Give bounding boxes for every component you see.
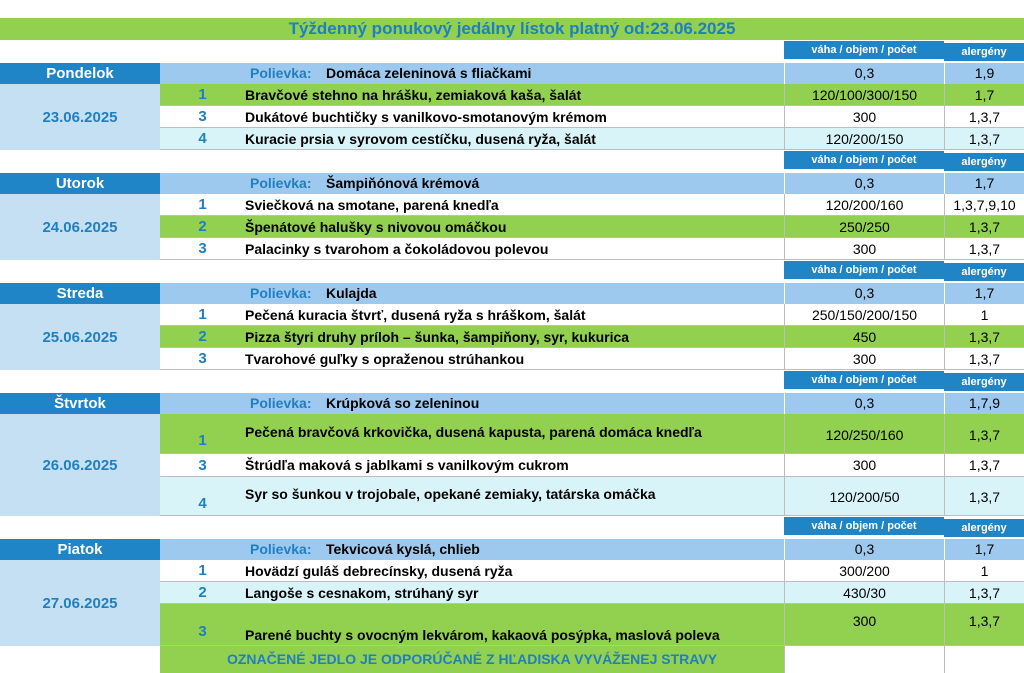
dish-number-value: 1: [198, 562, 207, 579]
date-cell: [0, 194, 160, 260]
dish-allergens: [944, 128, 1024, 150]
dish-weight: [784, 84, 944, 106]
footer-text: OZNAČENÉ JEDLO JE ODPORÚČANÉ Z HĽADISKA VYVÁŽENEJ STRAVY: [226, 651, 718, 667]
dish-name-text: Tvarohové guľky s opraženou strúhankou: [245, 351, 525, 367]
allergens-column-header: [944, 373, 1024, 391]
dish-name-text: Langoše s cesnakom, strúhaný syr: [245, 585, 479, 601]
date-cell: [0, 304, 160, 370]
dish-weight-value: 300: [852, 351, 877, 367]
soup-allergens-value: 1,9: [974, 65, 995, 81]
dish-name: [245, 106, 784, 128]
dish-allergens-value: 1: [980, 563, 989, 579]
dish-number: [160, 238, 245, 260]
dish-number-value: 3: [198, 623, 207, 640]
dish-weight: [784, 604, 944, 646]
dish-weight-value: 120/200/160: [825, 197, 904, 213]
dish-allergens-value: 1,3,7: [968, 131, 1001, 147]
soup-row: [160, 63, 784, 84]
dish-number-value: 2: [198, 584, 207, 601]
day-date: 24.06.2025: [42, 218, 118, 236]
dish-name-text: Pizza štyri druhy príloh – šunka, šampiňony, syr, kukurica: [245, 329, 630, 345]
dish-weight: [784, 414, 944, 454]
dish-name: [245, 326, 784, 348]
dish-number: [160, 582, 245, 604]
dish-allergens: [944, 216, 1024, 238]
soup-weight-value: 0,3: [854, 541, 875, 557]
dish-name: [245, 348, 784, 370]
day-name-cell: [0, 539, 160, 560]
allergens-header-label: alergény: [961, 522, 1007, 534]
dish-name-text: Pečená bravčová krkovička, dusená kapusta, parená domáca knedľa: [245, 424, 702, 440]
soup-row: [160, 393, 784, 414]
allergens-column-header: [944, 519, 1024, 537]
soup-allergens-value: 1,7,9: [968, 395, 1001, 411]
soup-label: Polievka:: [250, 175, 312, 191]
weight-column-header: [784, 517, 944, 535]
dish-name: [245, 84, 784, 106]
dish-weight: [784, 582, 944, 604]
soup-weight-value: 0,3: [854, 65, 875, 81]
soup-label: Polievka:: [250, 541, 312, 557]
soup-weight-value: 0,3: [854, 285, 875, 301]
dish-name-text: Dukátové buchtičky s vanilkovo-smotanovým krémom: [245, 109, 607, 125]
dish-allergens: [944, 477, 1024, 516]
soup-name: Tekvicová kyslá, chlieb: [326, 541, 480, 557]
allergens-header-label: alergény: [961, 46, 1007, 58]
dish-allergens: [944, 560, 1024, 582]
dish-allergens-value: 1,3,7: [968, 351, 1001, 367]
dish-allergens-value: 1,3,7: [968, 219, 1001, 235]
dish-allergens: [944, 414, 1024, 454]
dish-allergens-value: 1,3,7: [968, 489, 1001, 505]
weight-column-header: [784, 261, 944, 279]
day-date: 25.06.2025: [42, 328, 118, 346]
soup-allergens: [944, 173, 1024, 194]
dish-number: [160, 194, 245, 216]
dish-weight: [784, 304, 944, 326]
dish-weight: [784, 454, 944, 477]
soup-label: Polievka:: [250, 285, 312, 301]
dish-allergens: [944, 348, 1024, 370]
dish-allergens-value: 1,3,7,9,10: [953, 197, 1016, 213]
dish-number-value: 1: [198, 432, 207, 449]
dish-weight: [784, 194, 944, 216]
day-name: Streda: [56, 285, 104, 302]
dish-name: [245, 194, 784, 216]
date-cell: [0, 414, 160, 516]
day-name: Štvrtok: [54, 395, 106, 412]
dish-weight-value: 120/200/150: [825, 131, 904, 147]
dish-name: [245, 454, 784, 477]
dish-weight: [784, 326, 944, 348]
soup-name: Kulajda: [326, 285, 377, 301]
date-cell: [0, 84, 160, 150]
dish-weight: [784, 477, 944, 516]
weight-column-header: [784, 41, 944, 59]
weight-header-label: váha / objem / počet: [811, 520, 917, 532]
dish-number: [160, 304, 245, 326]
dish-allergens-value: 1,7: [974, 87, 995, 103]
dish-number: [160, 84, 245, 106]
dish-number: [160, 454, 245, 477]
soup-weight: [784, 283, 944, 304]
dish-name: [245, 304, 784, 326]
dish-weight: [784, 348, 944, 370]
recommendation-footer: [160, 646, 784, 673]
dish-allergens: [944, 326, 1024, 348]
dish-name-text: Hovädzí guláš debrecínsky, dusená ryža: [245, 563, 513, 579]
dish-name-text: Bravčové stehno na hrášku, zemiaková kaša, šalát: [245, 87, 582, 103]
weight-column-header: [784, 371, 944, 389]
dish-name: [245, 560, 784, 582]
dish-allergens: [944, 106, 1024, 128]
allergens-header-label: alergény: [961, 376, 1007, 388]
weight-column-header: [784, 151, 944, 169]
soup-allergens: [944, 393, 1024, 414]
dish-number: [160, 477, 245, 516]
dish-allergens-value: 1,3,7: [968, 329, 1001, 345]
dish-weight-value: 120/100/300/150: [811, 87, 918, 103]
dish-number: [160, 348, 245, 370]
dish-name: [245, 477, 784, 516]
dish-weight: [784, 128, 944, 150]
dish-name: [245, 604, 784, 646]
dish-name-text: Špenátové halušky s nivovou omáčkou: [245, 219, 507, 235]
day-date: 23.06.2025: [42, 108, 118, 126]
allergens-column-header: [944, 153, 1024, 171]
dish-weight-value: 250/250: [839, 219, 890, 235]
dish-number-value: 1: [198, 86, 207, 103]
dish-number-value: 3: [198, 108, 207, 125]
dish-weight-value: 300: [852, 109, 877, 125]
dish-allergens: [944, 604, 1024, 646]
soup-weight-value: 0,3: [854, 175, 875, 191]
day-name-cell: [0, 283, 160, 304]
dish-name: [245, 414, 784, 454]
dish-number-value: 2: [198, 218, 207, 235]
day-name-cell: [0, 393, 160, 414]
dish-name-text: Kuracie prsia v syrovom cestíčku, dusená ryža, šalát: [245, 131, 596, 147]
dish-number-value: 3: [198, 350, 207, 367]
dish-allergens-value: 1,3,7: [968, 427, 1001, 443]
day-name: Pondelok: [46, 65, 114, 82]
dish-allergens-value: 1: [980, 307, 989, 323]
allergens-column-header: [944, 263, 1024, 281]
dish-weight: [784, 106, 944, 128]
dish-allergens-value: 1,3,7: [968, 241, 1001, 257]
dish-name-text: Pečená kuracia štvrť, dusená ryža s hráškom, šalát: [245, 307, 586, 323]
dish-allergens: [944, 84, 1024, 106]
dish-number: [160, 326, 245, 348]
dish-allergens: [944, 454, 1024, 477]
dish-number: [160, 216, 245, 238]
soup-allergens: [944, 63, 1024, 84]
soup-label: Polievka:: [250, 395, 312, 411]
dish-weight: [784, 216, 944, 238]
dish-allergens: [944, 304, 1024, 326]
dish-weight-value: 250/150/200/150: [811, 307, 918, 323]
allergens-header-label: alergény: [961, 156, 1007, 168]
dish-weight: [784, 238, 944, 260]
allergens-header-label: alergény: [961, 266, 1007, 278]
dish-number: [160, 106, 245, 128]
dish-number-value: 1: [198, 306, 207, 323]
dish-number-value: 1: [198, 196, 207, 213]
soup-row: [160, 173, 784, 194]
soup-weight: [784, 63, 944, 84]
soup-allergens: [944, 539, 1024, 560]
soup-name: Šampiňónová krémová: [326, 175, 480, 191]
weight-header-label: váha / objem / počet: [811, 374, 917, 386]
dish-name-text: Palacinky s tvarohom a čokoládovou polevou: [245, 241, 549, 257]
dish-allergens: [944, 582, 1024, 604]
soup-weight: [784, 393, 944, 414]
dish-allergens: [944, 194, 1024, 216]
soup-weight-value: 0,3: [854, 395, 875, 411]
day-date: 26.06.2025: [42, 456, 118, 474]
footer-side-line: [784, 646, 785, 673]
dish-number: [160, 414, 245, 454]
dish-allergens-value: 1,3,7: [968, 585, 1001, 601]
dish-name-text: Syr so šunkou v trojobale, opekané zemiaky, tatárska omáčka: [245, 486, 656, 502]
soup-allergens: [944, 283, 1024, 304]
soup-row: [160, 283, 784, 304]
dish-number-value: 3: [198, 457, 207, 474]
dish-weight-value: 430/30: [843, 585, 886, 601]
day-name: Piatok: [57, 541, 103, 558]
dish-number-value: 2: [198, 328, 207, 345]
dish-number-value: 4: [198, 495, 207, 512]
weight-header-label: váha / objem / počet: [811, 264, 917, 276]
dish-number: [160, 560, 245, 582]
soup-weight: [784, 173, 944, 194]
dish-allergens: [944, 238, 1024, 260]
dish-number: [160, 604, 245, 646]
soup-label: Polievka:: [250, 65, 312, 81]
day-name-cell: [0, 173, 160, 194]
dish-name: [245, 582, 784, 604]
dish-weight-value: 300: [852, 241, 877, 257]
menu-title: Týždenný ponukový jedálny lístok platný od:23.06.2025: [0, 18, 1024, 40]
date-cell: [0, 560, 160, 646]
soup-row: [160, 539, 784, 560]
dish-name: [245, 128, 784, 150]
dish-allergens-value: 1,3,7: [968, 109, 1001, 125]
day-name: Utorok: [55, 175, 105, 192]
footer-side-line: [944, 646, 945, 673]
day-name-cell: [0, 63, 160, 84]
dish-name: [245, 216, 784, 238]
dish-weight: [784, 560, 944, 582]
dish-weight-value: 120/250/160: [825, 427, 904, 443]
dish-name: [245, 238, 784, 260]
allergens-column-header: [944, 43, 1024, 61]
dish-weight-value: 300/200: [839, 563, 890, 579]
dish-weight-value: 300: [852, 457, 877, 473]
weight-header-label: váha / objem / počet: [811, 154, 917, 166]
dish-name-text: Parené buchty s ovocným lekvárom, kakaová posýpka, maslová poleva: [245, 627, 720, 643]
dish-number-value: 4: [198, 130, 207, 147]
soup-name: Krúpková so zeleninou: [326, 395, 480, 411]
dish-name-text: Štrúdľa maková s jablkami s vanilkovým cukrom: [245, 457, 569, 473]
dish-weight-value: 300: [852, 613, 877, 629]
soup-weight: [784, 539, 944, 560]
dish-weight-value: 120/200/50: [829, 489, 900, 505]
dish-allergens-value: 1,3,7: [968, 613, 1001, 629]
soup-allergens-value: 1,7: [974, 285, 995, 301]
soup-allergens-value: 1,7: [974, 175, 995, 191]
dish-weight-value: 450: [852, 329, 877, 345]
dish-number: [160, 128, 245, 150]
dish-name-text: Sviečková na smotane, parená knedľa: [245, 197, 499, 213]
dish-allergens-value: 1,3,7: [968, 457, 1001, 473]
dish-number-value: 3: [198, 240, 207, 257]
day-date: 27.06.2025: [42, 594, 118, 612]
soup-name: Domáca zeleninová s fliačkami: [326, 65, 532, 81]
soup-allergens-value: 1,7: [974, 541, 995, 557]
weight-header-label: váha / objem / počet: [811, 44, 917, 56]
